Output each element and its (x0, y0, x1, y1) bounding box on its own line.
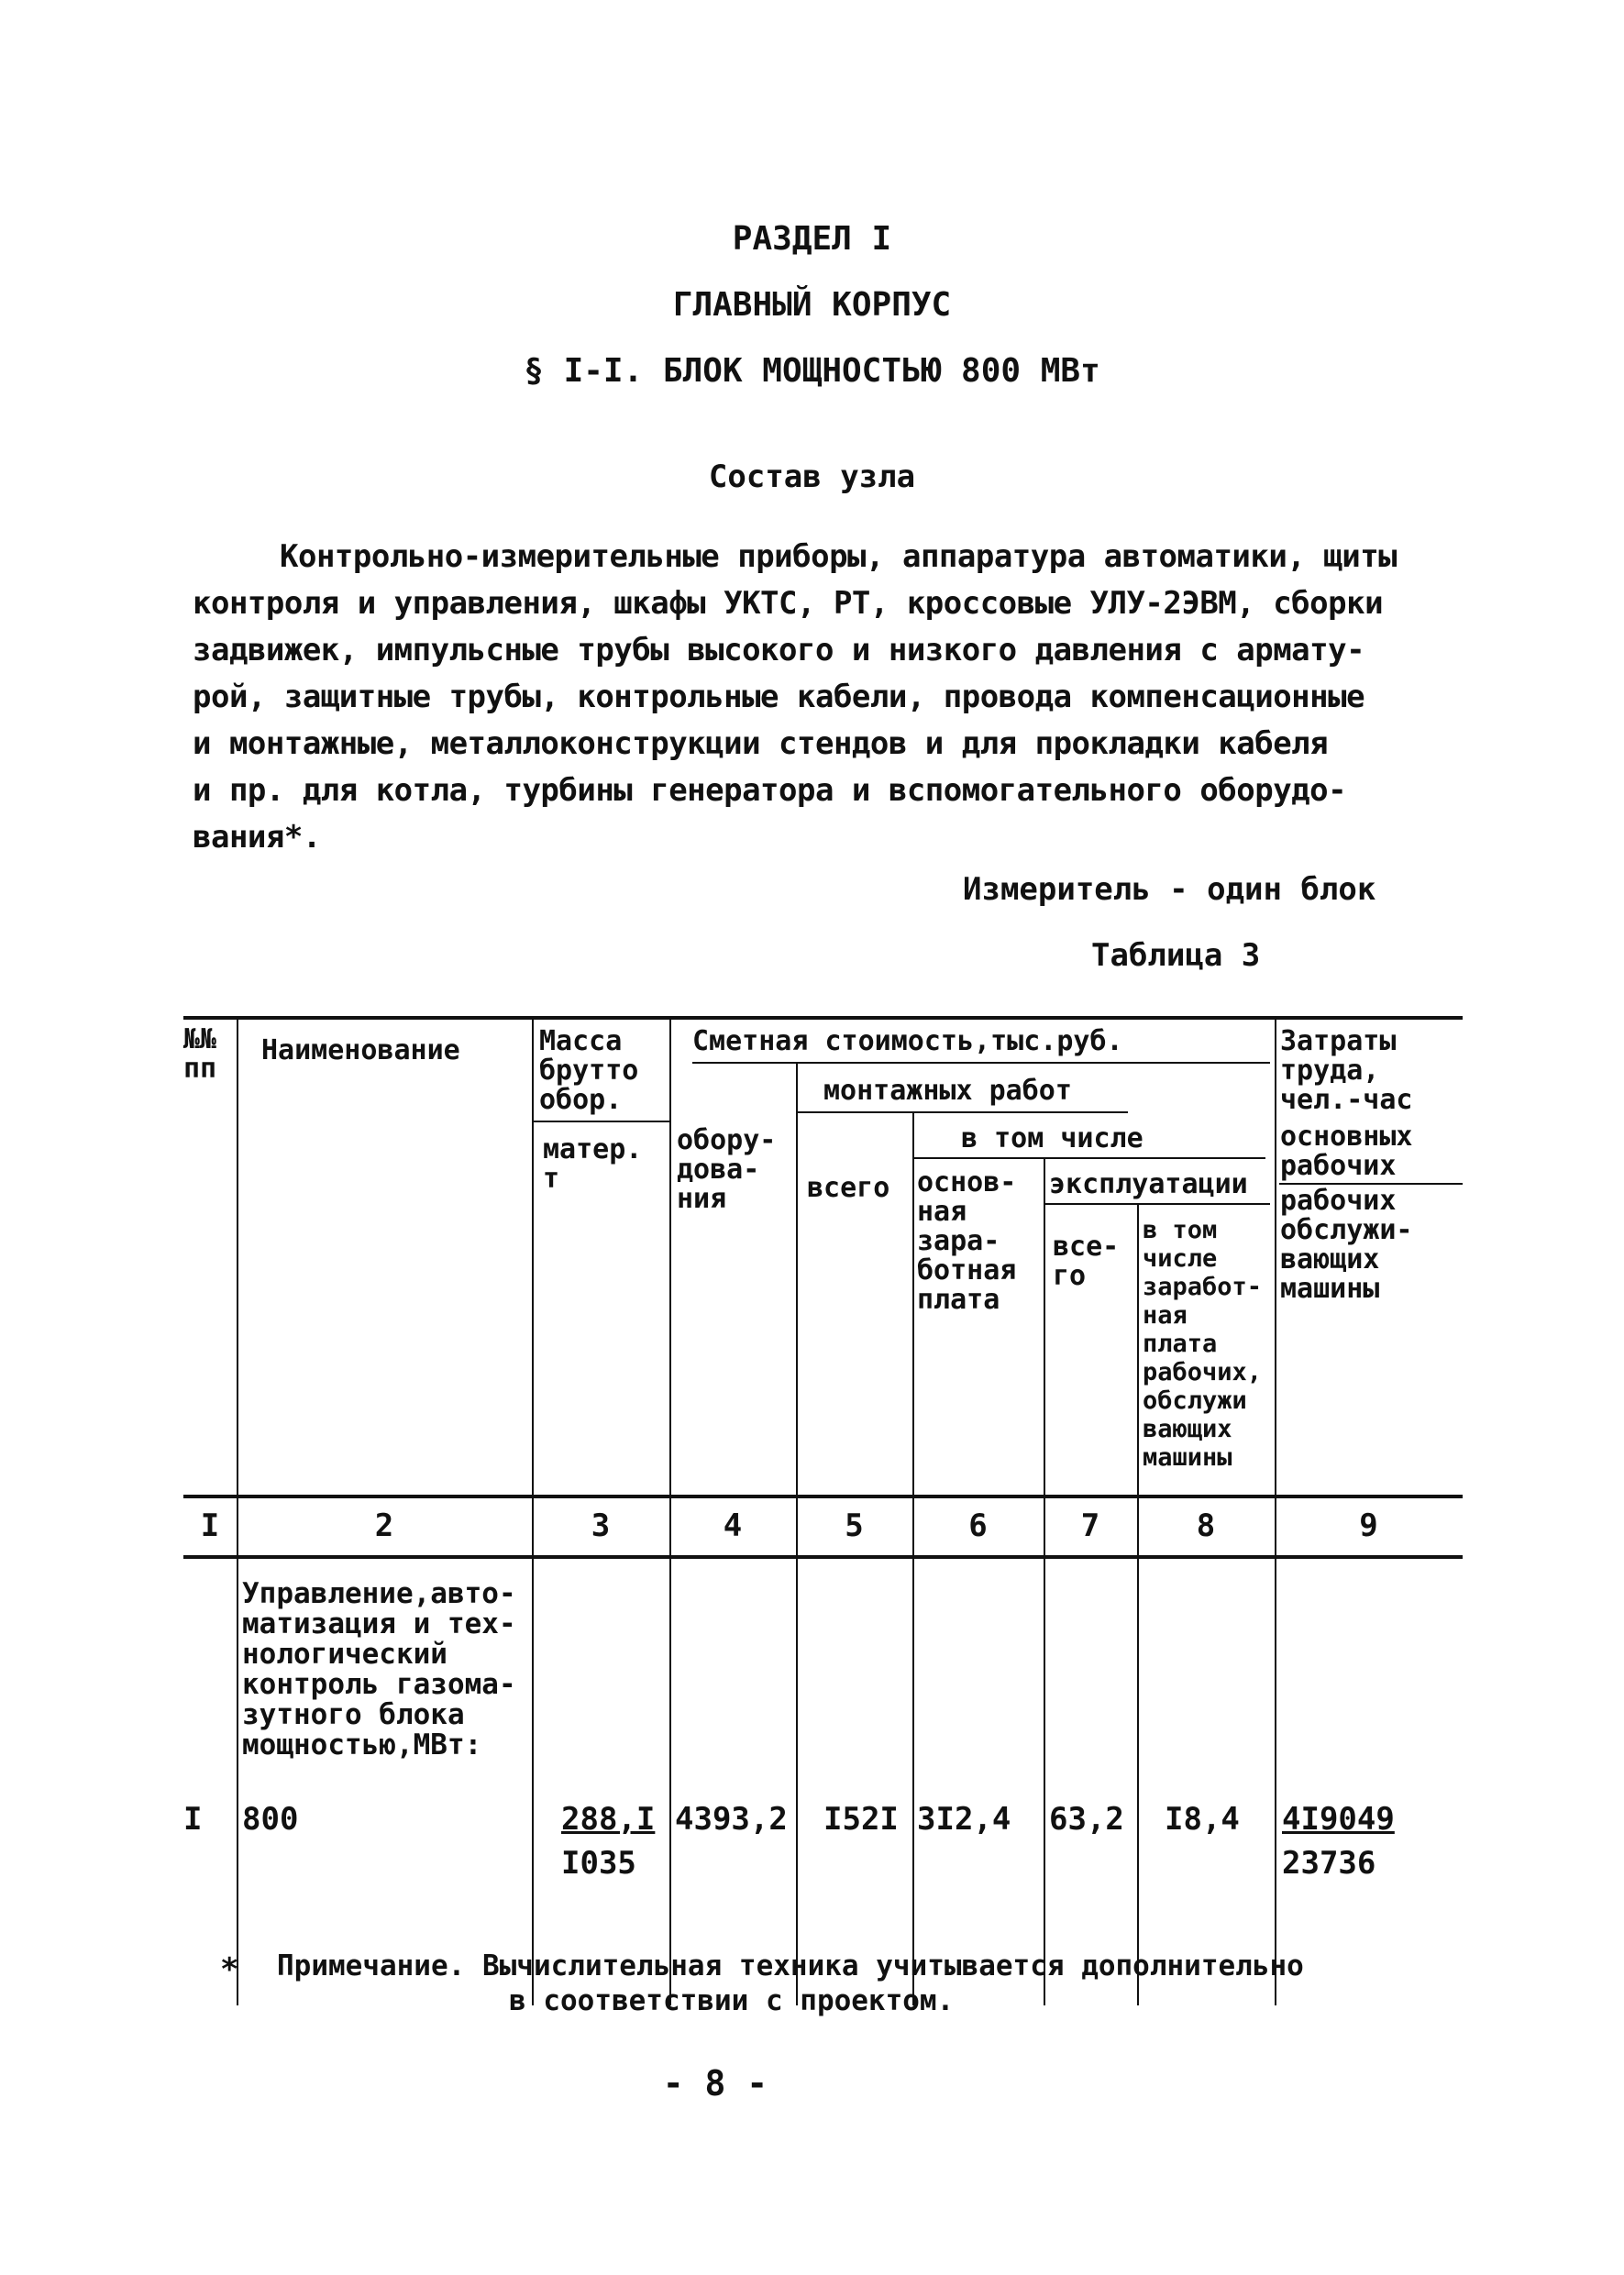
header-labor-basic: основных рабочих (1280, 1121, 1413, 1182)
composition-line-2: контроля и управления, шкафы УКТС, РТ, кроссовые УЛУ-2ЭВМ, сборки (193, 585, 1384, 622)
col-number-1: I (200, 1507, 220, 1544)
header-op-total: все- го (1053, 1231, 1120, 1292)
op-group-rule (1045, 1203, 1270, 1205)
header-equipment: обору- дова- ния (677, 1124, 777, 1215)
meter-label: Измеритель - один блок (963, 871, 1376, 908)
row-mass-bottom: I035 (561, 1845, 636, 1882)
footnote-mark: * (220, 1951, 239, 1988)
col-rule-6 (1044, 1159, 1045, 2005)
header-mass: Масса брутто обор. (539, 1025, 639, 1116)
header-op-group: эксплуатации (1049, 1168, 1248, 1200)
incl-group-rule (912, 1157, 1265, 1159)
numbers-bottom-rule (183, 1555, 1463, 1559)
table-top-rule (183, 1016, 1463, 1020)
header-cost-group: Сметная стоимость,тыс.руб. (692, 1025, 1123, 1057)
header-name: Наименование (261, 1034, 460, 1066)
col-rule-5 (912, 1113, 914, 2005)
page-number: - 8 - (662, 2063, 768, 2104)
composition-line-4: рой, защитные трубы, контрольные кабели, провода компенсационные (193, 679, 1365, 715)
install-group-rule (798, 1111, 1128, 1113)
col-number-5: 5 (845, 1507, 864, 1544)
group-title: Управление,авто- матизация и тех- нологический контроль газома- зутного блока мощностью,МВт: (242, 1577, 516, 1761)
header-op-incl-wage: в том числе заработ- ная плата рабочих, обслужи вающих машины (1143, 1216, 1263, 1472)
building-title: ГЛАВНЫЙ КОРПУС (672, 286, 952, 324)
col-number-3: 3 (591, 1507, 611, 1544)
row-op-wage: I8,4 (1165, 1801, 1240, 1838)
col-number-2: 2 (374, 1507, 394, 1544)
header-total: всего (807, 1172, 890, 1204)
row-labor-top: 4I9049 (1282, 1801, 1395, 1838)
composition-line-3: задвижек, импульсные трубы высокого и низкого давления с армату- (193, 632, 1365, 668)
cost-group-rule (692, 1062, 1270, 1064)
row-equipment: 4393,2 (675, 1801, 788, 1838)
col-number-7: 7 (1080, 1507, 1100, 1544)
composition-title: Состав узла (708, 458, 916, 495)
header-basic-wage: основ- ная зара- ботная плата (917, 1166, 1017, 1316)
header-labor: Затраты труда, чел.-час (1280, 1025, 1413, 1116)
mass-sub-rule (534, 1121, 669, 1122)
col-number-9: 9 (1359, 1507, 1378, 1544)
row-basic-wage: 3I2,4 (917, 1801, 1011, 1838)
header-install-group: монтажных работ (823, 1075, 1072, 1107)
row-mass-top: 288,I (561, 1801, 656, 1838)
row-num: I (183, 1801, 203, 1838)
footnote-line-2: в соответствии с проектом. (509, 1984, 955, 2017)
col-rule-7 (1137, 1205, 1139, 2005)
section-title: РАЗДЕЛ I (732, 220, 892, 258)
row-labor-bottom: 23736 (1282, 1845, 1376, 1882)
col-number-8: 8 (1196, 1507, 1216, 1544)
col-number-6: 6 (968, 1507, 988, 1544)
composition-line-1: Контрольно-измерительные приборы, аппаратура автоматики, щиты (280, 538, 1398, 575)
header-incl-group: в том числе (961, 1122, 1143, 1154)
header-bottom-rule (183, 1495, 1463, 1498)
footnote-line-1: Примечание. Вычислительная техника учитывается дополнительно (277, 1949, 1304, 1982)
col-number-4: 4 (723, 1507, 743, 1544)
row-op-total: 63,2 (1049, 1801, 1124, 1838)
subsection-title: § I-I. БЛОК МОЩНОСТЬЮ 800 МВт (524, 352, 1100, 390)
header-labor-serv: рабочих обслужи- вающих машины (1280, 1185, 1413, 1305)
table-label: Таблица 3 (1091, 937, 1261, 974)
row-total: I52I (823, 1801, 899, 1838)
row-name: 800 (242, 1801, 299, 1838)
header-num: №№ пп (183, 1023, 217, 1085)
composition-line-7: вания*. (193, 819, 321, 856)
header-mass-sub: матер. т (543, 1133, 643, 1195)
composition-line-6: и пр. для котла, турбины генератора и вспомогательного оборудо- (193, 772, 1347, 809)
composition-line-5: и монтажные, металлоконструкции стендов и для прокладки кабеля (193, 725, 1329, 762)
